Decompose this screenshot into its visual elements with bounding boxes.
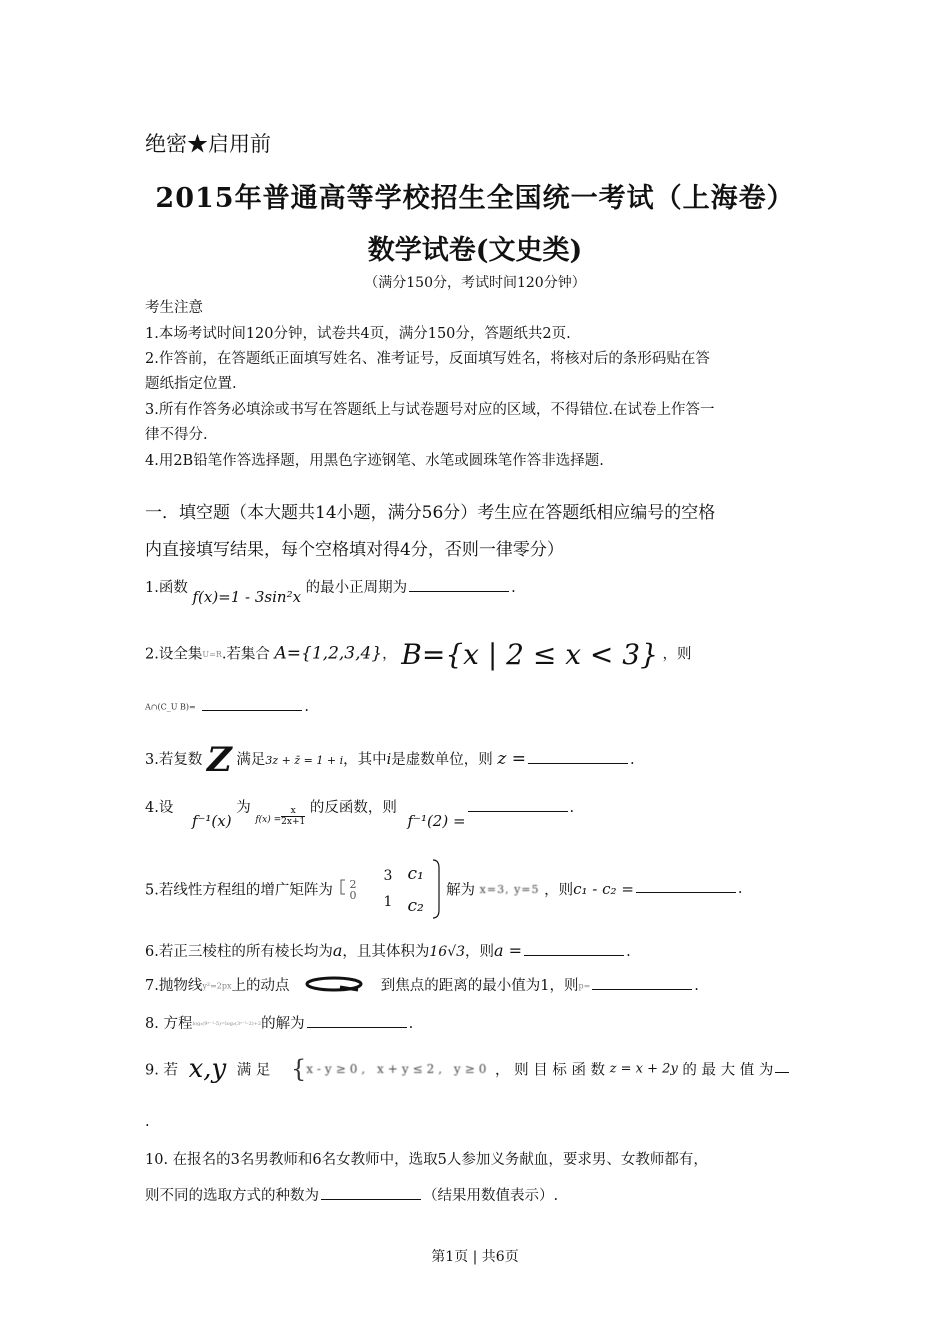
q6-mid: ，且其体积为 [342,944,430,960]
q5-augmented-matrix [337,858,441,920]
notice-item-1: 1.本场考试时间120分钟，试卷共4页，满分150分，答题纸共2页. [145,326,571,342]
q10-prefix: 则不同的选取方式的种数为 [145,1188,319,1204]
q8-prefix: 8. 方程 [145,1016,193,1032]
q1-formula: f(x)=1 - 3sin²x [192,588,302,606]
q5-expression: c₁ - c₂ = [573,880,634,898]
q2-set-b: B={x | 2 ≤ x < 3} [401,638,658,671]
q5-matrix-r2c3: c₂ [407,896,424,916]
q7-p: p= [578,981,591,991]
q2-expression: A∩(C_U B)= [145,702,196,712]
q7-answer-blank[interactable] [592,988,692,990]
q3-mid3: 是虚数单位，则 [391,752,493,768]
q5-end: . [737,881,743,897]
q7-prefix: 7.抛物线 [145,978,203,994]
exam-time-info: （满分150分，考试时间120分钟） [364,275,586,291]
q2-comma: ， [382,646,397,663]
q5-prefix: 5.若线性方程组的增广矩阵为 [145,882,333,899]
q1-answer-blank[interactable] [409,590,509,592]
secret-mark: 绝密★启用前 [145,132,271,156]
question-4 [145,796,575,830]
notice-heading: 考生注意 [145,300,203,316]
q5-suffix: ，则 [544,882,574,899]
exam-subtitle: 数学试卷(文史类) [367,235,583,266]
q4-answer-blank[interactable] [468,810,568,812]
notice-item-4: 4.用2B铅笔作答选择题，用黑色字迹钢笔、水笔或圆珠笔作答非选择题. [145,453,604,469]
q3-mid2: ，其中 [343,752,387,768]
q2-suffix: ，则 [662,646,692,663]
question-10-line-2 [145,1184,558,1205]
question-9 [145,1054,791,1084]
q10-answer-blank[interactable] [321,1198,421,1200]
q5-solution: x=3, y=5 [479,882,540,896]
q6-a-equals: a = [494,941,523,960]
q6-volume: 16√3 [429,944,466,960]
q4-function-lhs: f(x) = [255,815,282,825]
exam-title: 2015年普通高等学校招生全国统一考试（上海卷） [155,183,795,214]
q3-end: . [630,752,635,768]
q3-z-equals: z = [497,749,526,769]
q1-prefix: 1.函数 [145,580,188,596]
q2-end: . [304,699,309,715]
q4-fraction-numerator: x [281,806,305,817]
q9-prefix: 9. 若 [145,1062,178,1079]
q6-answer-blank[interactable] [524,954,624,956]
question-6 [145,940,631,961]
notice-item-2: 2.作答前，在答题纸正面填写姓名、准考证号，反面填写姓名，将核对后的条形码贴在答 [145,351,710,367]
section-1-heading-cont: 内直接填写结果，每个空格填对得4分，否则一律零分） [145,540,564,560]
q5-answer-blank[interactable] [636,891,736,893]
q3-answer-blank[interactable] [528,762,628,764]
q2-mid: .若集合 [221,646,270,663]
question-5 [145,858,743,920]
notice-item-2-cont: 题纸指定位置. [145,376,237,392]
q4-mid: 为 [236,800,251,816]
q3-prefix: 3.若复数 [145,752,203,768]
question-3 [145,740,635,780]
q3-z-symbol: Z [206,740,232,780]
question-2 [145,638,692,671]
q4-suffix: 的反函数，则 [309,800,397,816]
q5-matrix-r1c3: c₁ [407,864,424,884]
q5-mid: 解为 [446,882,476,899]
q2-prefix: 2.设全集 [145,646,203,663]
q7-suffix: 到焦点的距离的最小值为1，则 [380,978,579,994]
question-1 [145,576,516,606]
q8-end: . [408,1016,414,1032]
q2-set-a: A={1,2,3,4} [274,643,383,664]
q4-inverse-value: f⁻¹(2) = [407,812,466,830]
q2-answer-blank[interactable] [202,709,302,711]
q7-end: . [694,978,699,994]
q8-answer-blank[interactable] [307,1026,407,1028]
q10-suffix: （结果用数值表示）. [423,1188,559,1204]
q9-constraints: x-y≥0, x+y≤2, y≥0 [306,1062,491,1076]
q7-parabola: y²=2px [202,981,232,991]
q6-suffix: ，则 [465,944,495,960]
q3-equation: 3z + z̄ = 1 + i [265,754,344,767]
q9-suffix2: 的 最 大 值 为 [682,1062,774,1079]
q1-suffix: 的最小正周期为 [305,580,408,596]
q7-point-q-icon [304,975,366,997]
q5-matrix-r2c1: 0 [349,889,357,902]
q1-end: . [511,580,516,596]
q9-suffix: ， 则 目 标 函 数 [495,1062,606,1079]
q4-prefix: 4.设 [145,800,174,816]
q8-equation: log₂(9ˣ⁻¹-5)=log₂(3ˣ⁻¹-2)+2 [192,1021,262,1027]
q5-matrix-r1c1: 2 [349,878,357,891]
question-8 [145,1012,413,1033]
question-2-line-2 [145,699,309,715]
q9-answer-blank[interactable] [775,1071,789,1073]
q4-fraction [281,806,305,827]
notice-item-3-cont: 律不得分. [145,427,208,443]
q6-end: . [626,944,631,960]
q5-matrix-r2c2: 1 [383,894,393,910]
q9-brace-icon: { [291,1055,307,1083]
q4-end: . [569,800,575,816]
q5-matrix-r1c2: 3 [383,868,393,884]
question-10: 10. 在报名的3名男教师和6名女教师中，选取5人参加义务献血，要求男、女教师都有， [145,1152,708,1168]
q4-inverse-function: f⁻¹(x) [191,812,232,830]
q9-end: . [145,1114,150,1130]
q7-mid: 上的动点 [231,978,290,994]
question-7 [145,974,699,997]
q2-universal-set: U=R [202,650,222,659]
section-1-heading: 一．填空题（本大题共14小题，满分56分）考生应在答题纸相应编号的空格 [145,503,716,523]
q9-xy: x,y [188,1054,227,1084]
q3-i: i [386,752,392,768]
q8-suffix: 的解为 [261,1016,305,1032]
q6-prefix: 6.若正三棱柱的所有棱长均为 [145,944,333,960]
q4-fraction-denominator: 2x+1 [281,816,306,827]
q6-a: a [332,941,343,960]
q3-mid: 满足 [236,752,266,768]
notice-item-3: 3.所有作答务必填涂或书写在答题纸上与试卷题号对应的区域，不得错位.在试卷上作答一 [145,402,715,418]
page-footer: 第1页 | 共6页 [431,1249,519,1265]
q9-mid: 满 足 [236,1062,271,1079]
q9-objective: z = x + 2y [609,1061,678,1077]
